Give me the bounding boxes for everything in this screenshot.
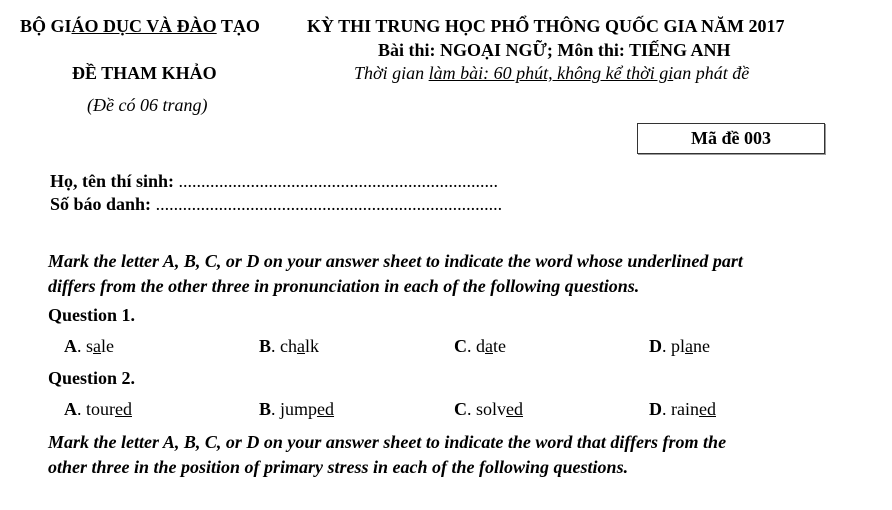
question-2-option-c[interactable]: C. solved xyxy=(454,399,524,419)
ministry-prefix: BỘ GI xyxy=(20,16,72,36)
question-1-title: Question 1. xyxy=(48,305,136,325)
option-text: te xyxy=(493,336,506,356)
candidate-name-dots: ....................................................................... xyxy=(178,171,499,191)
time-allowed xyxy=(354,63,749,84)
section1-line2: differs from the other three in pronunciation in each of the following questions. xyxy=(48,276,640,296)
option-text: ch xyxy=(280,336,298,356)
candidate-id-dots: ............................................................................. xyxy=(155,194,503,214)
option-text: ne xyxy=(693,336,711,356)
option-underlined: a xyxy=(685,336,694,356)
option-text: lk xyxy=(305,336,320,356)
question-2-option-a[interactable]: A. toured xyxy=(64,399,132,419)
option-letter: A xyxy=(64,399,77,419)
candidate-name-label: Họ, tên thí sinh: xyxy=(50,171,179,191)
question-2-option-b[interactable]: B. jumped xyxy=(259,399,335,419)
option-text: jump xyxy=(280,399,318,419)
option-text: rain xyxy=(671,399,699,419)
exam-code: Mã đề 003 xyxy=(691,128,771,148)
question-2-option-d[interactable]: D. rained xyxy=(649,399,716,419)
candidate-id-field xyxy=(50,194,502,215)
time-prefix: Thời gian xyxy=(354,63,429,83)
exam-title: KỲ THI TRUNG HỌC PHỔ THÔNG QUỐC GIA NĂM 2017 xyxy=(307,16,785,36)
ministry-underlined: ÁO DỤC VÀ ĐÀO xyxy=(71,16,217,36)
option-text: s xyxy=(86,336,94,356)
option-letter: D xyxy=(649,399,662,419)
option-text: tour xyxy=(86,399,115,419)
pages-note: (Đề có 06 trang) xyxy=(87,95,208,115)
option-underlined: ed xyxy=(317,399,335,419)
option-text: d xyxy=(476,336,485,356)
section2-line1: Mark the letter A, B, C, or D on your answer sheet to indicate the word that differs from the xyxy=(48,432,727,452)
exam-subject: Bài thi: NGOẠI NGỮ; Môn thi: TIẾNG ANH xyxy=(378,40,731,60)
candidate-id-label: Số báo danh: xyxy=(50,194,156,214)
question-1-option-c[interactable]: C. date xyxy=(454,336,506,356)
option-letter: B xyxy=(259,399,272,419)
question-1-option-a[interactable]: A. sale xyxy=(64,336,115,356)
paper-type: ĐỀ THAM KHẢO xyxy=(72,63,217,83)
option-underlined: a xyxy=(485,336,493,356)
exam-code-box xyxy=(637,123,825,154)
option-text: le xyxy=(101,336,115,356)
section2-instructions xyxy=(48,430,848,480)
ministry-name xyxy=(20,16,260,37)
option-letter: C xyxy=(454,336,467,356)
option-letter: B xyxy=(259,336,272,356)
section1-line1: Mark the letter A, B, C, or D on your answer sheet to indicate the word whose underlined part xyxy=(48,251,743,271)
section1-instructions xyxy=(48,249,848,299)
option-underlined: ed xyxy=(698,399,716,419)
option-underlined: ed xyxy=(506,399,524,419)
question-1-option-b[interactable]: B. chalk xyxy=(259,336,320,356)
candidate-name-field xyxy=(50,171,498,192)
option-text: pl xyxy=(671,336,686,356)
ministry-suffix: TẠO xyxy=(216,16,260,36)
question-2-title: Question 2. xyxy=(48,368,136,388)
section2-line2: other three in the position of primary stress in each of the following questions. xyxy=(48,457,629,477)
option-letter: C xyxy=(454,399,467,419)
time-suffix: an phát đề xyxy=(673,63,750,83)
option-text: solv xyxy=(476,399,507,419)
option-underlined: ed xyxy=(115,399,132,419)
option-underlined: a xyxy=(297,336,306,356)
option-letter: D xyxy=(649,336,662,356)
option-letter: A xyxy=(64,336,77,356)
question-1-option-d[interactable]: D. plane xyxy=(649,336,711,356)
time-underlined: làm bài: 60 phút, không kể thời gi xyxy=(428,63,674,83)
option-underlined: a xyxy=(93,336,102,356)
